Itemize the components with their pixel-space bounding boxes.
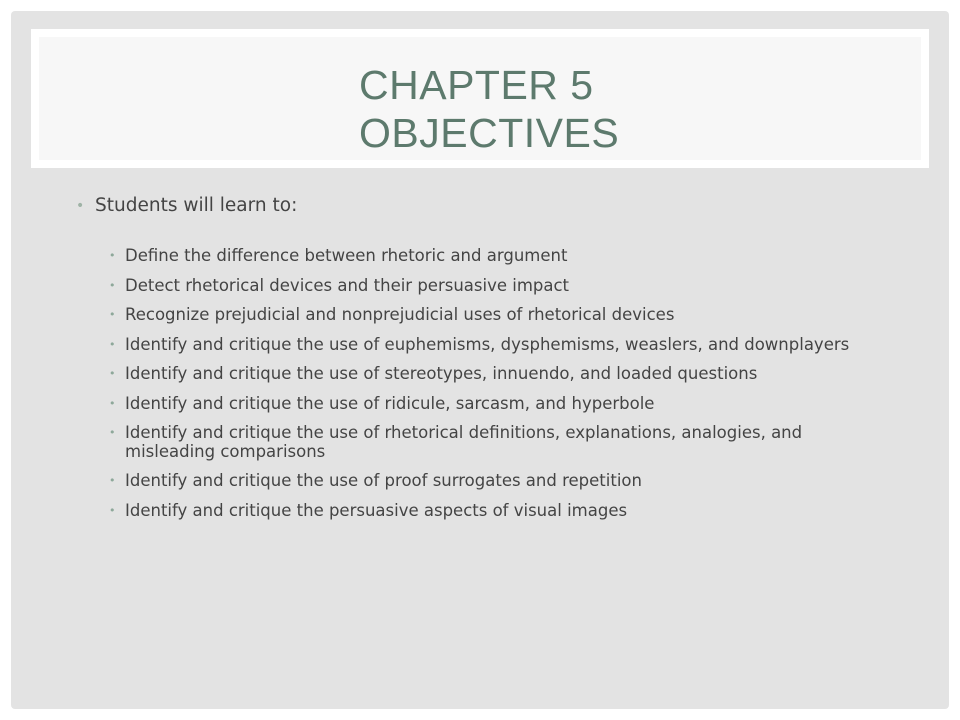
- slide-title: [359, 61, 619, 157]
- list-item: [109, 364, 895, 384]
- list-item-text: Detect rhetorical devices and their persuasive impact: [125, 275, 570, 295]
- list-item-text: Identify and critique the use of proof surrogates and repetition: [125, 471, 642, 490]
- list-item-text: Identify and critique the use of ridicule, sarcasm, and hyperbole: [125, 393, 655, 413]
- bullet-icon: •: [109, 278, 116, 292]
- bullet-icon: •: [109, 367, 116, 380]
- list-item-text: Identify and critique the use of euphemisms, dysphemisms, weaslers, and downplayers: [125, 334, 850, 354]
- slide-body: [75, 194, 895, 531]
- bullet-icon: •: [109, 503, 116, 517]
- list-item: [109, 246, 895, 266]
- title-line-2: OBJECTIVES: [359, 110, 620, 156]
- bullet-icon: •: [109, 396, 116, 410]
- objectives-list: [75, 247, 895, 520]
- slide: [11, 11, 949, 709]
- list-item: [109, 500, 895, 521]
- list-item-text: Identify and critique the use of rhetorical definitions, explanations, analogies, and misleading comparisons: [125, 423, 803, 461]
- list-item-text: Identify and critique the persuasive aspects of visual images: [125, 500, 628, 520]
- list-item: [109, 275, 895, 296]
- list-item: [109, 471, 895, 491]
- list-item: [109, 305, 895, 325]
- list-item-text: Identify and critique the use of stereotypes, innuendo, and loaded questions: [125, 364, 758, 383]
- bullet-icon: •: [109, 426, 116, 439]
- bullet-icon: •: [109, 474, 116, 487]
- bullet-icon: •: [109, 249, 116, 262]
- list-item-text: Recognize prejudicial and nonprejudicial uses of rhetorical devices: [125, 305, 675, 324]
- lead-bullet: [75, 194, 895, 218]
- list-item: [109, 334, 895, 355]
- list-item: [109, 393, 895, 414]
- bullet-icon: •: [109, 308, 116, 321]
- list-item-text: Define the difference between rhetoric and argument: [125, 246, 568, 265]
- lead-text: Students will learn to:: [95, 195, 298, 216]
- title-line-1: CHAPTER 5: [359, 62, 594, 108]
- title-box: [31, 29, 929, 168]
- bullet-icon: •: [76, 198, 85, 214]
- bullet-icon: •: [109, 337, 116, 351]
- list-item: [109, 423, 895, 461]
